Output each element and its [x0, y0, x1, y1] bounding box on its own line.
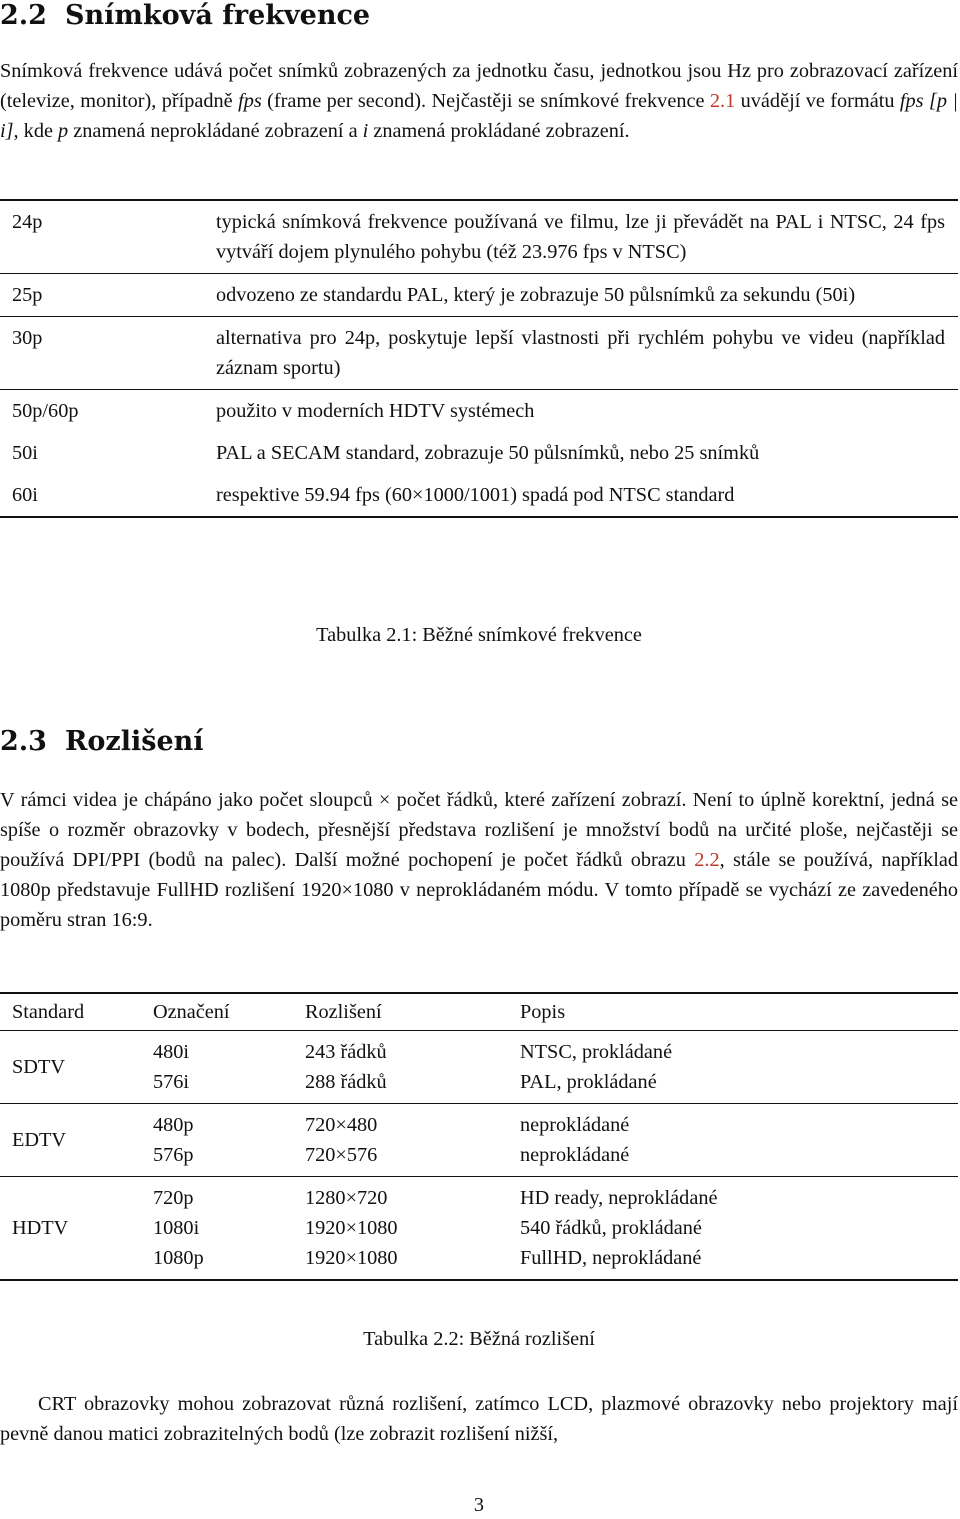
paragraph-text: znamená neprokládané zobrazení a — [68, 120, 363, 142]
section-number: 2.3 — [0, 726, 47, 757]
table-row — [153, 1067, 672, 1097]
group-rows — [153, 1037, 672, 1097]
paragraph-text: , stále se používá, například 1080p představuje FullHD rozlišení 1920×1080 v neprokládaném módu. V tomto případě se vychází ze zavedeného poměru stran 16:9. — [0, 849, 958, 931]
table-reference-link[interactable]: 2.1 — [709, 90, 736, 112]
table-caption: Tabulka 2.1: Běžné snímkové frekvence — [316, 624, 642, 646]
table-row — [153, 1140, 629, 1170]
table-row-group — [0, 1176, 958, 1279]
paragraph-text: V rámci videa je chápáno jako počet sloupců × počet řádků, které zařízení zobrazí. Není to úplně korektní, jedná se spíše o rozměr obrazovky v bodech, přesnější představa rozlišení je množství bodů na určité ploše, nejčastěji se používá DPI/PPI (bodů na palec). Další možné pochopení je počet řádků obrazu — [0, 789, 958, 871]
section-number: 2.2 — [0, 0, 47, 31]
page-number: 3 — [473, 1494, 485, 1516]
table-row — [153, 1110, 629, 1140]
paragraph-text: i — [362, 120, 369, 142]
mark-cell: 480i — [153, 1041, 190, 1063]
frame-rate-code: 60i — [12, 484, 38, 506]
table-row — [153, 1243, 717, 1273]
group-rows — [153, 1110, 629, 1170]
description-cell: HD ready, neprokládané — [520, 1187, 718, 1209]
table-row — [0, 432, 958, 474]
description-cell: 540 řádků, prokládané — [520, 1217, 702, 1239]
section-heading-frame-rate — [0, 0, 370, 31]
mark-cell: 576p — [153, 1144, 194, 1166]
mark-cell: 480p — [153, 1114, 194, 1136]
table-row — [0, 273, 958, 316]
paragraph-text: p — [58, 120, 69, 142]
table-row-group — [0, 1031, 958, 1103]
table-row — [0, 389, 958, 432]
table-caption: Tabulka 2.2: Běžná rozlišení — [363, 1328, 595, 1350]
paragraph-text: , kde — [13, 120, 59, 142]
resolution-cell: 720×480 — [305, 1114, 378, 1136]
table-row — [0, 474, 958, 516]
frame-rate-description: alternativa pro 24p, poskytuje lepší vlastnosti při rychlém pohybu ve videu (například záznam sportu) — [216, 327, 945, 379]
frame-rate-code: 30p — [12, 327, 43, 349]
resolution-paragraph — [0, 785, 958, 935]
frame-rate-description: použito v moderních HDTV systémech — [216, 400, 535, 422]
frame-rate-description: typická snímková frekvence používaná ve filmu, lze ji převádět na PAL i NTSC, 24 fps vytváří dojem plynulého pohybu (též 23.976 fps v NTSC) — [216, 211, 945, 263]
frame-rate-code: 25p — [12, 284, 43, 306]
resolution-cell: 720×576 — [305, 1144, 378, 1166]
section-heading-resolution — [0, 726, 204, 757]
paragraph-text: Snímková frekvence udává počet snímků zobrazených za jednotku času, jednotkou jsou Hz pro zobrazovací zařízení (televize, monitor), případně — [0, 60, 958, 112]
table-row-group — [0, 1103, 958, 1176]
resolution-table — [0, 992, 958, 1281]
paragraph-text: (frame per second). Nejčastěji se snímkové frekvence — [261, 90, 710, 112]
frame-rate-description: odvozeno ze standardu PAL, který je zobrazuje 50 půlsnímků za sekundu (50i) — [216, 284, 856, 306]
group-rows — [153, 1183, 717, 1273]
mark-cell: 1080p — [153, 1247, 204, 1269]
table-row — [0, 201, 958, 273]
section-title: Snímková frekvence — [64, 0, 371, 31]
resolution-cell: 1280×720 — [305, 1187, 388, 1209]
resolution-cell: 243 řádků — [305, 1041, 387, 1063]
paragraph-text: znamená prokládané zobrazení. — [368, 120, 630, 142]
paragraph-text: uvádějí ve formátu — [735, 90, 900, 112]
table-reference-link[interactable]: 2.2 — [694, 849, 720, 871]
column-header: Označení — [153, 1001, 230, 1023]
mark-cell: 720p — [153, 1187, 194, 1209]
standard-name: HDTV — [12, 1217, 69, 1239]
column-header: Standard — [12, 1001, 85, 1023]
frame-rate-code: 24p — [12, 211, 43, 233]
description-cell: PAL, prokládané — [520, 1071, 657, 1093]
frame-rate-table — [0, 199, 958, 518]
column-header: Popis — [520, 1001, 566, 1023]
frame-rate-paragraph — [0, 56, 958, 146]
paragraph-text: fps — [238, 90, 262, 112]
frame-rate-description: PAL a SECAM standard, zobrazuje 50 půlsnímků, nebo 25 snímků — [216, 442, 760, 464]
mark-cell: 1080i — [153, 1217, 200, 1239]
description-cell: neprokládané — [520, 1144, 630, 1166]
resolution-cell: 1920×1080 — [305, 1247, 398, 1269]
table-row — [153, 1213, 717, 1243]
description-cell: FullHD, neprokládané — [520, 1247, 702, 1269]
table-row — [153, 1183, 717, 1213]
column-header: Rozlišení — [305, 1001, 382, 1023]
description-cell: neprokládané — [520, 1114, 630, 1136]
table-row — [0, 316, 958, 389]
resolution-cell: 288 řádků — [305, 1071, 387, 1093]
description-cell: NTSC, prokládané — [520, 1041, 673, 1063]
mark-cell: 576i — [153, 1071, 190, 1093]
standard-name: EDTV — [12, 1129, 67, 1151]
table-header-row — [0, 994, 958, 1031]
resolution-cell: 1920×1080 — [305, 1217, 398, 1239]
closing-paragraph: CRT obrazovky mohou zobrazovat různá rozlišení, zatímco LCD, plazmové obrazovky nebo projektory mají pevně danou matici zobrazitelných bodů (lze zobrazit rozlišení nižší, — [0, 1393, 958, 1445]
section-title: Rozlišení — [64, 726, 204, 757]
frame-rate-code: 50p/60p — [12, 400, 79, 422]
frame-rate-description: respektive 59.94 fps (60×1000/1001) spadá pod NTSC standard — [216, 484, 735, 506]
table-row — [153, 1037, 672, 1067]
frame-rate-code: 50i — [12, 442, 38, 464]
standard-name: SDTV — [12, 1056, 65, 1078]
format-notation: fps [p | i] — [0, 90, 958, 142]
